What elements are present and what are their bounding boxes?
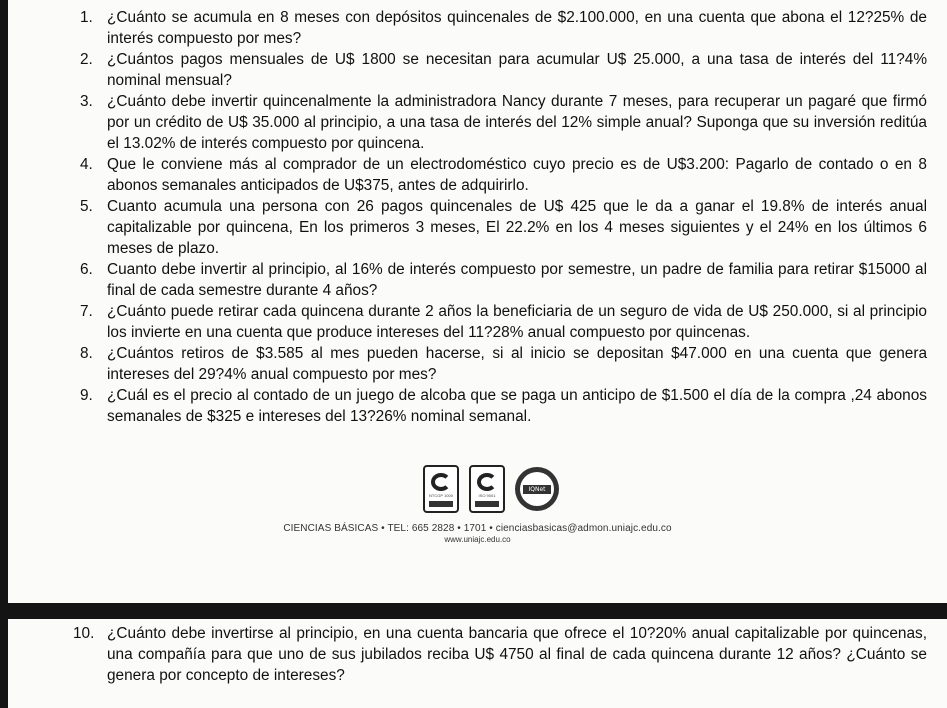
question-text: Que le conviene más al comprador de un electrodoméstico cuyo precio es de U$3.200: Pagarlo de contado o en 8 abonos semanales anticipados de U$375, antes de adquirirlo. <box>107 156 927 194</box>
question-number: 2. <box>80 51 93 68</box>
question-4 <box>8 154 947 196</box>
seal-label: NTCGP 1000 <box>429 493 453 498</box>
question-text: ¿Cuántos retiros de $3.585 al mes pueden hacerse, si al inicio se depositan $47.000 en una cuenta que genera intereses del 29?4% anual compuesto por mes? <box>107 345 927 383</box>
question-number: 9. <box>80 387 93 404</box>
question-9 <box>8 385 947 427</box>
document-page-1 <box>8 0 947 603</box>
question-text: ¿Cuánto debe invertir quincenalmente la administradora Nancy durante 7 meses, para recuperar un pagaré que firmó por un crédito de U$ 35.000 al principio, a una tasa de interés del 12% simple anual? Suponga que su inversión reditúa el 13.02% de interés compuesto por quincena. <box>107 93 927 152</box>
question-text: Cuanto acumula una persona con 26 pagos quincenales de U$ 425 que le da a ganar el 19.8% de interés anual capitalizable por quincena, En los primeros 3 meses, El 22.2% en los 4 meses siguientes y el 24% en los últimos 6 meses de plazo. <box>107 198 927 257</box>
question-7 <box>8 301 947 343</box>
question-list <box>8 619 947 686</box>
page-footer <box>8 523 947 544</box>
question-text: ¿Cuál es el precio al contado de un juego de alcoba que se paga un anticipo de $1.500 el día de la compra ,24 abonos semanales de $325 e intereses del 13?26% nominal semanal. <box>107 387 927 425</box>
seal-label: ISO 9001 <box>478 493 496 498</box>
question-1 <box>8 7 947 49</box>
icontec-iso-seal-icon <box>469 465 505 513</box>
question-number: 5. <box>80 198 93 215</box>
question-text: ¿Cuánto se acumula en 8 meses con depósitos quincenales de $2.100.000, en una cuenta que abona el 12?25% de interés compuesto por mes? <box>107 9 927 47</box>
question-10 <box>8 623 947 686</box>
certification-logos <box>423 465 583 520</box>
question-list <box>8 0 947 427</box>
footer-contact-line: CIENCIAS BÁSICAS • TEL: 665 2828 • 1701 • cienciasbasicas@admon.uniajc.edu.co <box>283 523 672 534</box>
question-8 <box>8 343 947 385</box>
question-number: 1. <box>80 9 93 26</box>
question-text: Cuanto debe invertir al principio, al 16% de interés compuesto por semestre, un padre de familia para retirar $15000 al final de cada semestre durante 4 años? <box>107 261 927 299</box>
question-text: ¿Cuántos pagos mensuales de U$ 1800 se necesitan para acumular U$ 25.000, a una tasa de interés del 11?4% nominal mensual? <box>107 51 927 89</box>
iqnet-logo-icon <box>515 467 559 511</box>
question-number: 3. <box>80 93 93 110</box>
question-text: ¿Cuánto debe invertirse al principio, en una cuenta bancaria que ofrece el 10?20% anual capitalizable por quincenas, una compañía para que uno de sus jubilados reciba U$ 4750 al final de cada quincena durante 12 años? ¿Cuánto se genera por concepto de intereses? <box>107 625 927 684</box>
question-2 <box>8 49 947 91</box>
question-number: 8. <box>80 345 93 362</box>
question-3 <box>8 91 947 154</box>
question-text: ¿Cuánto puede retirar cada quincena durante 2 años la beneficiaria de un seguro de vida de U$ 250.000, si al principio los invierte en una cuenta que produce intereses del 11?28% anual compuesto por quincenas. <box>107 303 927 341</box>
icontec-ntcgp-seal-icon <box>423 465 459 513</box>
question-number: 10. <box>73 625 95 642</box>
document-page-2 <box>8 619 947 708</box>
iqnet-label: IQNet <box>523 485 551 494</box>
footer-website: www.uniajc.edu.co <box>444 535 511 544</box>
question-number: 6. <box>80 261 93 278</box>
question-number: 4. <box>80 156 93 173</box>
question-5 <box>8 196 947 259</box>
question-number: 7. <box>80 303 93 320</box>
question-6 <box>8 259 947 301</box>
